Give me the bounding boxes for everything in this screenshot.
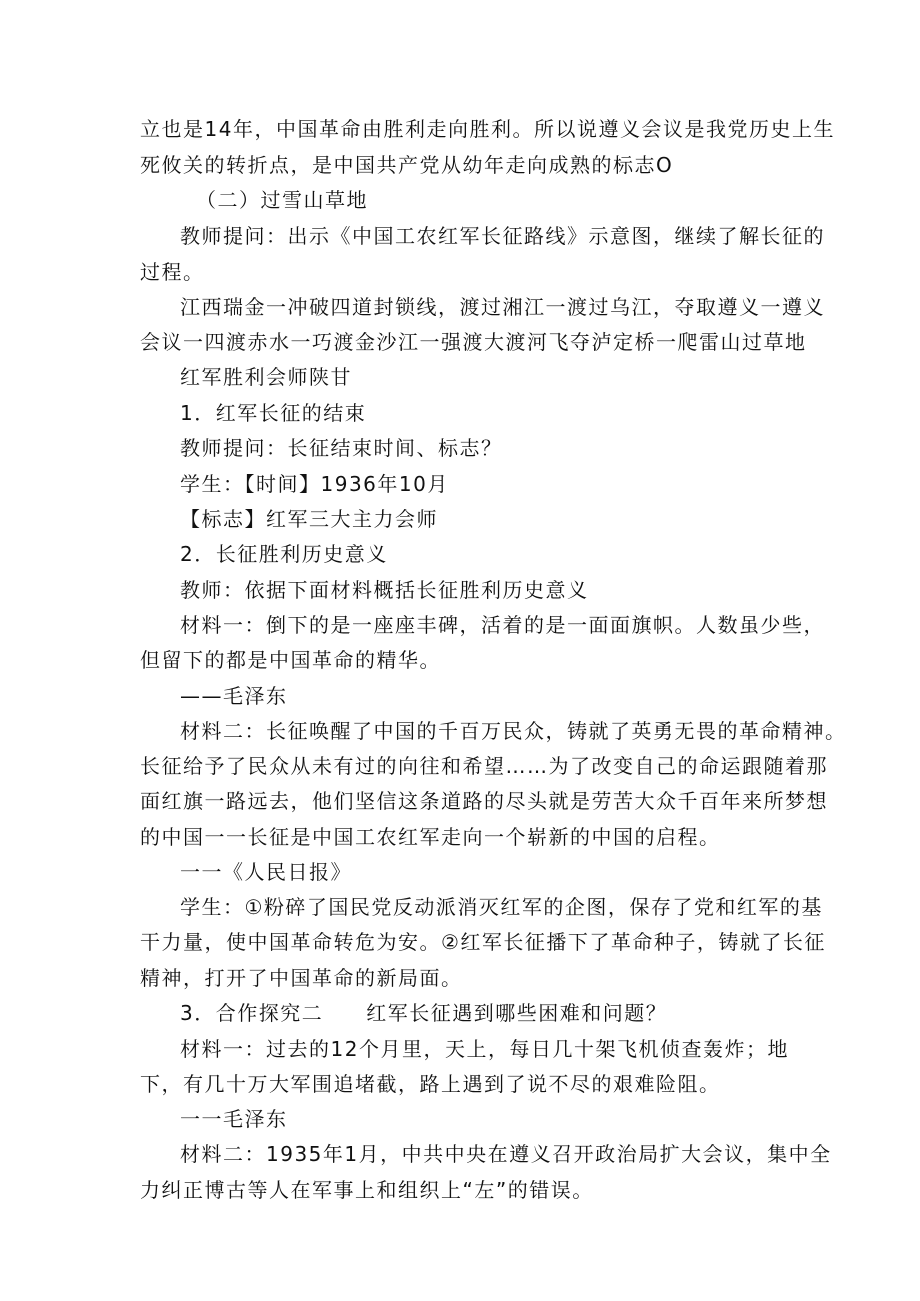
paragraph-line: 材料一：过去的12个月里，天上，每日几十架飞机侦查轰炸；地	[180, 1037, 789, 1061]
paragraph-line: 教师提问：长征结束时间、标志？	[180, 436, 503, 460]
paragraph-line: 精神，打开了中国革命的新局面。	[140, 966, 463, 990]
paragraph-line: 材料二：长征唤醒了中国的千百万民众，铸就了英勇无畏的革命精神。	[180, 719, 847, 743]
paragraph-line: 下，有几十万大军围追堵截，路上遇到了说不尽的艰难险阻。	[140, 1072, 721, 1096]
paragraph-line: 学生：①粉碎了国民党反动派消灭红军的企图，保存了党和红军的基	[180, 895, 823, 919]
paragraph-line: 材料一：倒下的是一座座丰碑，活着的是一面面旗帜。人数虽少些，	[180, 613, 825, 637]
paragraph-line: 教师提问：出示《中国工农红军长征路线》示意图，继续了解长征的	[180, 224, 825, 248]
attribution: ——毛泽东	[180, 684, 288, 708]
paragraph-line: 死攸关的转折点，是中国共产党从幼年走向成熟的标志O	[140, 153, 674, 177]
subheading: 1．红军长征的结束	[180, 401, 367, 425]
paragraph-line: 面红旗一路远去，他们坚信这条道路的尽头就是劳苦大众千百年来所梦想	[140, 789, 828, 813]
attribution: 一一《人民日报》	[180, 860, 352, 884]
paragraph-line: 过程。	[140, 260, 205, 284]
paragraph-line: 教师：依据下面材料概括长征胜利历史意义	[180, 578, 589, 602]
paragraph-line: 的中国一一长征是中国工农红军走向一个崭新的中国的启程。	[140, 825, 721, 849]
paragraph-line: 江西瑞金一冲破四道封锁线，渡过湘江一渡过乌江，夺取遵义一遵义	[180, 295, 825, 319]
paragraph-line: 力纠正博古等人在军事上和组织上“左”的错误。	[140, 1178, 594, 1202]
paragraph-line: 会议一四渡赤水一巧渡金沙江一强渡大渡河飞夺泸定桥一爬雷山过草地	[140, 330, 807, 354]
attribution: 一一毛泽东	[180, 1107, 288, 1131]
paragraph-line: 但留下的都是中国革命的精华。	[140, 648, 441, 672]
paragraph-line: 学生：【时间】1936年10月	[180, 472, 449, 496]
subheading: 3．合作探究二 红军长征遇到哪些困难和问题？	[180, 1001, 668, 1025]
paragraph-line: 长征给予了民众从未有过的向往和希望……为了改变自己的命运跟随着那	[140, 754, 828, 778]
paragraph-line: 红军胜利会师陕甘	[180, 365, 352, 389]
paragraph-line: 材料二：1935年1月，中共中央在遵义召开政治局扩大会议，集中全	[180, 1142, 832, 1166]
paragraph-line: 干力量，使中国革命转危为安。②红军长征播下了革命种子，铸就了长征	[140, 930, 826, 954]
paragraph-line: 【标志】红军三大主力会师	[180, 507, 438, 531]
subheading: 2．长征胜利历史意义	[180, 542, 388, 566]
section-heading: （二）过雪山草地	[196, 188, 368, 212]
paragraph-line: 立也是14年，中国革命由胜利走向胜利。所以说遵义会议是我党历史上生	[140, 117, 835, 141]
